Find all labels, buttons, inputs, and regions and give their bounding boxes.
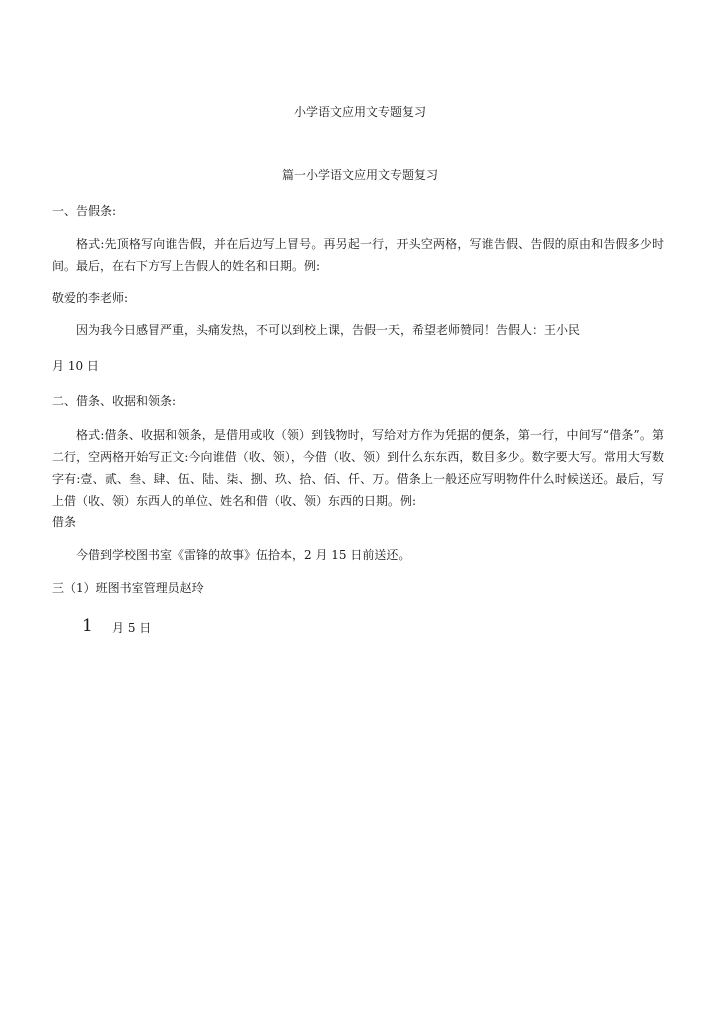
section1-salutation: 敬爱的李老师: [52, 291, 129, 305]
section2-date-text: 月 5 日 [112, 621, 152, 635]
section2-example-title: 借条 [52, 515, 77, 529]
section2-heading: 二、借条、收据和领条: [52, 394, 177, 408]
section2-example-body: 今借到学校图书室《雷锋的故事》伍拾本，2 月 15 日前送还。 [76, 548, 411, 562]
section1-example-body: 因为我今日感冒严重，头痛发热，不可以到校上课，告假一天，希望老师赞同！告假人：王小民 [76, 323, 581, 337]
document-subtitle: 篇一小学语文应用文专题复习 [281, 168, 438, 182]
document-title: 小学语文应用文专题复习 [293, 105, 426, 119]
section1-heading: 一、告假条: [52, 204, 117, 218]
section2-date-number: 1 [82, 616, 93, 636]
section2-signature: 三（1）班图书室管理员赵玲 [52, 581, 204, 595]
section1-format-paragraph: 格式:先顶格写向谁告假，并在后边写上冒号。再另起一行，开头空两格，写谁告假、告假的原由和告假多少时间。最后，在右下方写上告假人的姓名和日期。例: [52, 237, 664, 273]
section2-format-paragraph: 格式:借条、收据和领条，是借用或收（领）到钱物时，写给对方作为凭据的便条，第一行，中间写“借条”。第二行，空两格开始写正文:今向谁借（收、领），今借（收、领）到什么东东西，数目多少。数字要大写。常用大写数字有:壹、贰、叁、肆、伍、陆、柒、捌、玖、拾、佰、仟、万。借条上一般还应写明物件什么时候送还。最后，写上借（收、领）东西人的单位、姓名和借（收、领）东西的日期。例: [52, 428, 664, 508]
section1-example-date: 月 10 日 [52, 359, 99, 373]
